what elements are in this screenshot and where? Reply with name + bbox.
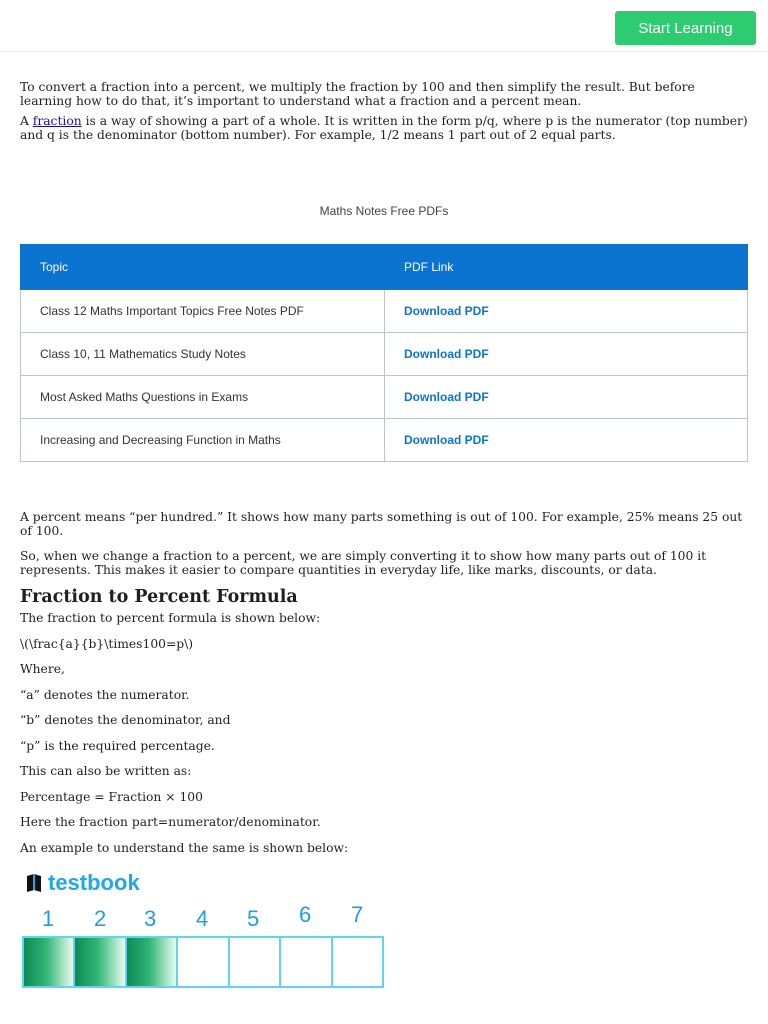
download-pdf-link[interactable]: Download PDF [404,390,489,404]
formula-line: Percentage = Fraction × 100 [20,789,203,804]
topic-cell: Most Asked Maths Questions in Exams [21,376,385,419]
fraction-example-image [20,866,390,996]
pdf-table [20,244,748,462]
formula-lines [20,611,748,855]
pdf-link-header: PDF Link [385,245,748,290]
formula-line: Here the fraction part=numerator/denominator. [20,815,321,829]
percent-definition: A percent means “per hundred.” It shows how many parts something is out of 100. For example, 25% means 25 out of 100. [20,510,743,538]
empty-cell [281,938,332,986]
table-row [21,290,748,333]
section-heading: Fraction to Percent Formula [20,587,298,607]
formula-line: The fraction to percent formula is shown below: [20,611,321,625]
intro-paragraph: To convert a fraction into a percent, we multiply the fraction by 100 and then simplify the result. But before learning how to do that, it’s important to understand what a fraction and a percent mean. [20,80,695,108]
logo-text: testbook [48,870,140,895]
number-label: 6 [299,902,312,927]
download-pdf-link[interactable]: Download PDF [404,304,489,318]
formula-line: “p” is the required percentage. [20,738,215,753]
filled-cell [75,938,126,986]
top-bar [0,0,768,52]
table-row [21,333,748,376]
empty-cell [230,938,281,986]
intro-text [20,80,748,142]
fraction-bar [22,936,384,988]
download-pdf-link[interactable]: Download PDF [404,433,489,447]
percent-explanation: So, when we change a fraction to a percent, we are simply converting it to show how many parts out of 100 it represents. This makes it easier to compare quantities in everyday life, like marks, discounts, or data. [20,549,707,577]
start-learning-button[interactable]: Start Learning [615,11,756,45]
testbook-logo [26,870,140,896]
formula-line: “a” denotes the numerator. [20,687,190,702]
percent-section [20,510,748,855]
fraction-prefix: A [20,114,33,128]
topic-cell: Class 10, 11 Mathematics Study Notes [21,333,385,376]
topic-cell: Class 12 Maths Important Topics Free Notes PDF [21,290,385,333]
download-pdf-link[interactable]: Download PDF [404,347,489,361]
number-label: 2 [94,906,107,931]
formula-line: Where, [20,662,65,676]
book-logo-icon [26,873,42,893]
formula-latex: \(\frac{a}{b}\times100=p\) [20,636,194,651]
empty-cell [178,938,229,986]
number-label: 3 [144,906,157,931]
table-caption: Maths Notes Free PDFs [319,204,449,218]
table-row [21,419,748,462]
formula-line: An example to understand the same is shown below: [20,840,349,855]
formula-line: This can also be written as: [20,764,192,778]
fraction-definition [20,114,748,142]
link-cell [385,333,748,376]
table-header-row [21,245,748,290]
empty-cell [333,938,382,986]
filled-cell [127,938,178,986]
link-cell [385,376,748,419]
topic-header: Topic [21,245,385,290]
number-label: 7 [351,902,364,927]
formula-line: “b” denotes the denominator, and [20,713,231,727]
number-label: 5 [247,906,260,931]
table-row [21,376,748,419]
filled-cell [24,938,75,986]
fraction-link[interactable]: fraction [32,114,82,128]
number-label: 4 [196,906,209,931]
link-cell [385,290,748,333]
fraction-suffix: is a way of showing a part of a whole. It is written in the form p/q, where p is the numerator (top number) and q is the denominator (bottom number). For example, 1/2 means 1 part out of 2 equal parts. [20,114,748,142]
number-label: 1 [42,906,55,931]
number-labels [20,902,390,936]
topic-cell: Increasing and Decreasing Function in Maths [21,419,385,462]
link-cell [385,419,748,462]
